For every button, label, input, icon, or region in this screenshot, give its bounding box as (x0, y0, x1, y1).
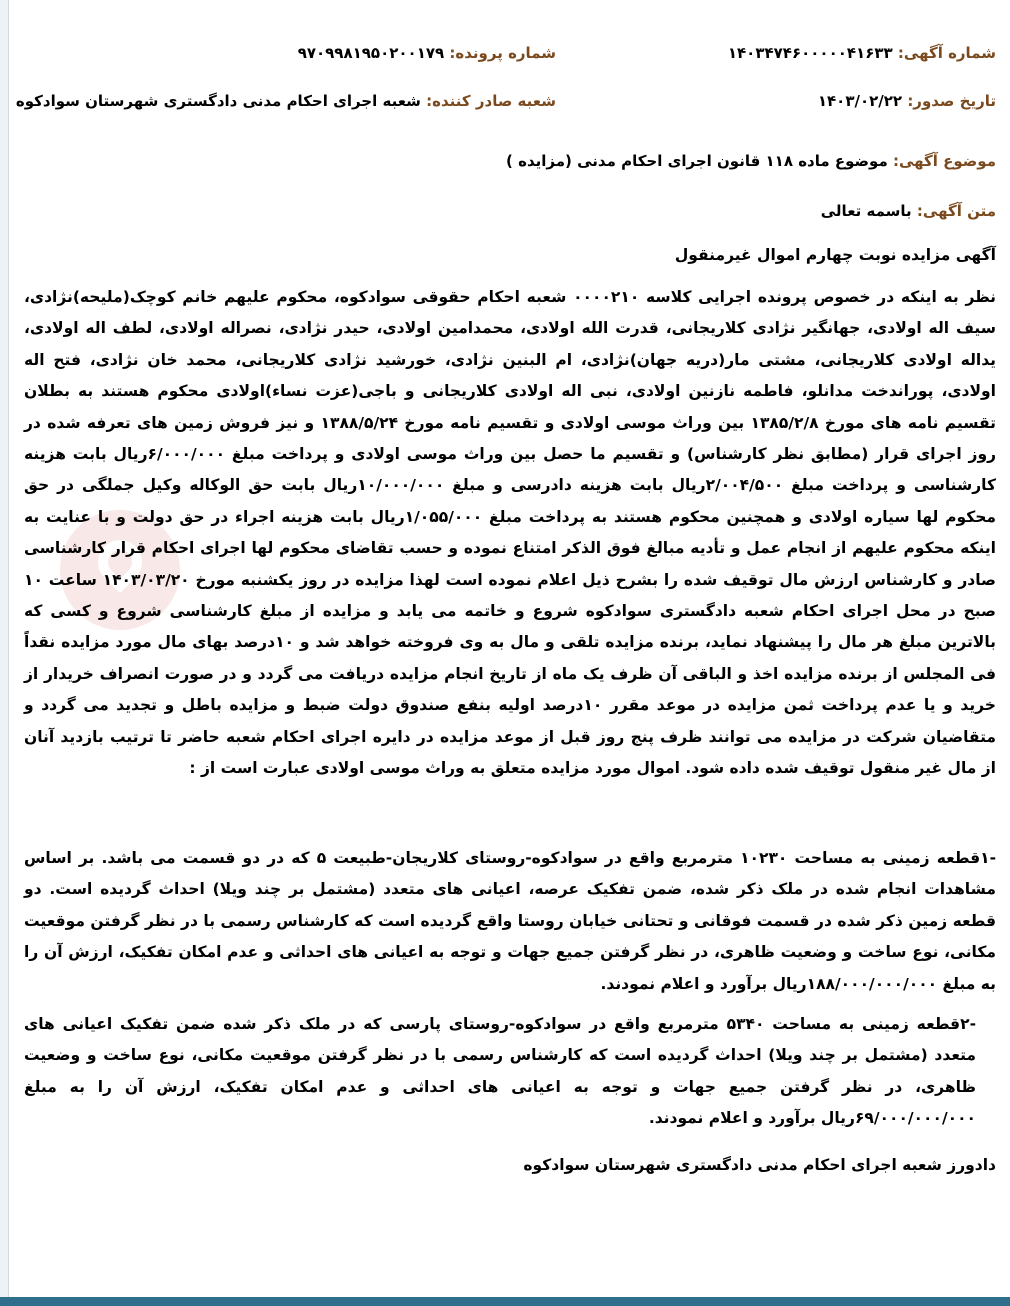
issuer-label: شعبه صادر کننده: (426, 92, 556, 110)
text-label: متن آگهی: (916, 202, 996, 220)
issue-date (818, 92, 996, 110)
ad-number (728, 44, 996, 62)
issuer (16, 92, 556, 110)
text-row (24, 202, 996, 232)
ad-number-value: ۱۴۰۳۴۷۴۶۰۰۰۰۰۴۱۶۳۳ (727, 44, 893, 62)
subject-value: موضوع ماده ۱۱۸ قانون اجرای احکام مدنی (مزایده ) (506, 152, 888, 170)
file-number-label: شماره پرونده: (449, 44, 556, 62)
text-value: باسمه تعالی (820, 202, 912, 220)
issue-date-label: تاریخ صدور: (907, 92, 996, 110)
meta-row-issue (15, 92, 996, 122)
ad-number-label: شماره آگهی: (897, 44, 996, 62)
subject-row (24, 152, 996, 182)
notice-content (15, 0, 997, 1292)
main-paragraph: نظر به اینکه در خصوص پرونده اجرایی کلاسه ۰۰۰۰۲۱۰ شعبه احکام حقوقی سوادکوه، محکوم علیهم خانم کوچک(ملیحه)نژادی، سیف اله اولادی، جهانگیر نژادی کلاریجانی، قدرت الله اولادی، محمدامین اولادی، حیدر نژادی، نصراله اولادی، لطف اله اولادی، یداله اولادی کلاریجانی، مشتی مار(دریه جهان)نژادی، ام البنین نژادی، خورشید نژادی کلاریجانی، محمد خان نژادی، فتح اله اولادی، پوراندخت مدانلو، فاطمه نازنین اولادی، نبی اله اولادی کلاریجانی و باجی(عزت نساء)اولادی محکوم هستند به بطلان تقسیم نامه های مورخ ۱۳۸۵/۲/۸ بین وراث موسی اولادی و تقسیم نامه مورخ ۱۳۸۸/۵/۲۴ و نیز فروش زمین های تعرفه شده در روز اجرای قرار (مطابق نظر کارشناس) و تقسیم ما حصل بین وراث موسی اولادی و پرداخت مبلغ ۶/۰۰۰/۰۰۰ریال بابت هزینه کارشناسی و پرداخت مبلغ ۲/۰۰۴/۵۰۰ریال بابت هزینه دادرسی و مبلغ ۱۰/۰۰۰/۰۰۰ریال بابت حق الوکاله وکیل جملگی در حق محکوم لها سیاره اولادی و همچنین محکوم هستند به پرداخت مبلغ ۱/۰۵۵/۰۰۰ریال بابت هزینه اجراء در حق دولت و با عنایت به اینکه محکوم علیهم از انجام عمل و تأدیه مبالغ فوق الذکر امتناع نموده و حسب تقاضای محکوم لها اجرای احکام قرار کارشناسی صادر و کارشناس ارزش مال توقیف شده را بشرح ذیل اعلام نموده است لهذا مزایده در روز یکشنبه مورخ ۱۴۰۳/۰۳/۲۰ ساعت ۱۰ صبح در محل اجرای احکام شعبه دادگستری سوادکوه شروع و خاتمه می یابد و مزایده از مبلغ کارشناسی شروع و کسی که بالاترین مبلغ هر مال را پیشنهاد نماید، برنده مزایده تلقی و مال به وی فروخته خواهد شد و ۱۰درصد بهای مال مورد مزایده نقداً فی المجلس از برنده مزایده اخذ و الباقی آن ظرف یک ماه از تاریخ انجام مزایده دریافت می گردد و در صورت انصراف خریدار از خرید و یا عدم پرداخت ثمن مزایده در موعد مقرر ۱۰درصد اولیه بنفع صندوق دولت ضبط و مزایده باطل و تجدید می گردد و متقاضیان شرکت در مزایده می توانند ظرف پنج روز قبل از موعد مزایده در دایره اجرای احکام شعبه حاضر تا ترتیب بازدید آنان از مال غیر منقول توقیف شده داده شود. اموال مورد مزایده متعلق به وراث موسی اولادی عبارت است از : (24, 288, 997, 778)
property-item-1: -۱قطعه زمینی به مساحت ۱۰۲۳۰ مترمربع واقع در سوادکوه-روستای کلاریجان-طبیعت ۵ که در دو قسمت می باشد. بر اساس مشاهدات انجام شده در ملک ذکر شده، ضمن تفکیک عرصه، اعیانی های متعدد (مشتمل بر چند ویلا) احداث گردیده است. دو قطعه زمین ذکر شده در قسمت فوقانی و تحتانی خیابان روستا واقع گردیده است که کارشناس رسمی با در نظر گرفتن موقعیت مکانی، نوع ساخت و وضعیت ظاهری، در نظر گرفتن جمیع جهات و توجه به اعیانی های احداثی و عدم امکان تفکیک، ارزش آن را به مبلغ ۱۸۸/۰۰۰/۰۰۰/۰۰۰ریال برآورد و اعلام نمودند. (24, 849, 997, 993)
signature-line: دادورز شعبه اجرای احکام مدنی دادگستری شهرستان سوادکوه (523, 1156, 996, 1174)
file-number-value: ۹۷۰۹۹۸۱۹۵۰۲۰۰۱۷۹ (297, 44, 445, 62)
meta-row-numbers (24, 44, 996, 74)
left-window-rail (0, 0, 9, 1306)
issuer-value: شعبه اجرای احکام مدنی دادگستری شهرستان سوادکوه (15, 92, 421, 110)
subject-label: موضوع آگهی: (892, 152, 996, 170)
file-number (298, 44, 556, 62)
notice-heading: آگهی مزایده نوبت چهارم اموال غیرمنقول (674, 246, 996, 264)
issue-date-value: ۱۴۰۳/۰۲/۲۲ (817, 92, 903, 110)
bottom-bar (0, 1297, 1010, 1306)
property-item-2: -۲قطعه زمینی به مساحت ۵۳۴۰ مترمربع واقع در سوادکوه-روستای پارسی که در ملک ذکر شده ضمن تفکیک اعیانی های متعدد (مشتمل بر چند ویلا) احداث گردیده است که کارشناس رسمی با در نظر گرفتن موقعیت مکانی، نوع ساخت و وضعیت ظاهری، در نظر گرفتن جمیع جهات و توجه به اعیانی های احداثی و عدم امکان تفکیک، ارزش آن را به مبلغ ۶۹/۰۰۰/۰۰۰/۰۰۰ریال برآورد و اعلام نمودند. (24, 1015, 976, 1128)
